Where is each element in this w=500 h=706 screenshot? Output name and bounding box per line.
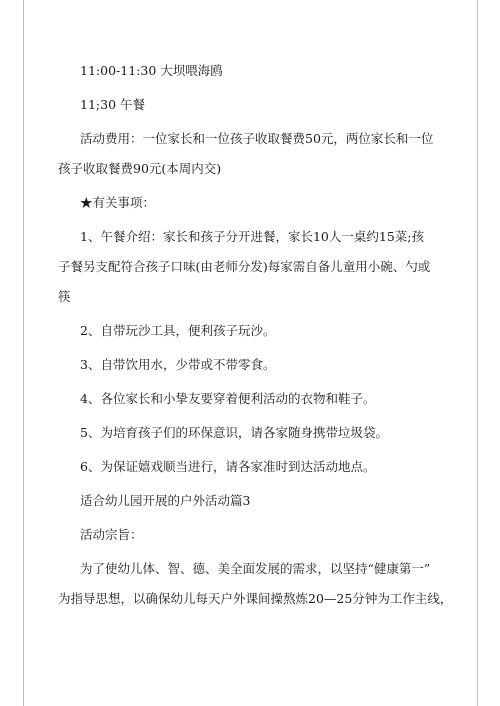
document-body — [58, 62, 453, 608]
note-1-line-2: 子餐另支配符合孩子口味(由老师分发)每家需自备儿童用小碗、勺或 — [58, 259, 431, 274]
fee-paragraph-line-2: 孩子收取餐费90元(本周内交) — [58, 161, 222, 176]
purpose-paragraph-line-1: 为了使幼儿体、智、德、美全面发展的需求，以坚持“健康第一” — [80, 561, 431, 576]
note-6: 6、为保证嬉戏顺当进行，请各家准时到达活动地点。 — [80, 459, 376, 474]
note-1-line-1: 1、午餐介绍：家长和孩子分开进餐，家长10人一桌约15菜;孩 — [80, 229, 424, 244]
purpose-heading: 活动宗旨： — [80, 527, 143, 542]
note-5: 5、为培育孩子们的环保意识，请各家随身携带垃圾袋。 — [80, 425, 388, 440]
note-3: 3、自带饮用水，少带或不带零食。 — [80, 357, 276, 372]
notes-heading: ★有关事项： — [80, 195, 156, 210]
schedule-line-seagulls: 11:00-11:30 大坝喂海鸥 — [80, 63, 223, 78]
section-title: 适合幼儿园开展的户外活动篇3 — [80, 493, 251, 508]
schedule-line-lunch: 11;30 午餐 — [80, 97, 145, 112]
note-4: 4、各位家长和小挚友要穿着便利活动的衣物和鞋子。 — [80, 391, 376, 406]
fee-paragraph-line-1: 活动费用：一位家长和一位孩子收取餐费50元，两位家长和一位 — [80, 131, 434, 146]
note-2: 2、自带玩沙工具，便利孩子玩沙。 — [80, 323, 276, 338]
note-1-line-3: 筷 — [58, 289, 71, 304]
purpose-paragraph-line-2: 为指导思想，以确保幼儿每天户外课间操熬炼20—25分钟为工作主线， — [58, 591, 453, 606]
